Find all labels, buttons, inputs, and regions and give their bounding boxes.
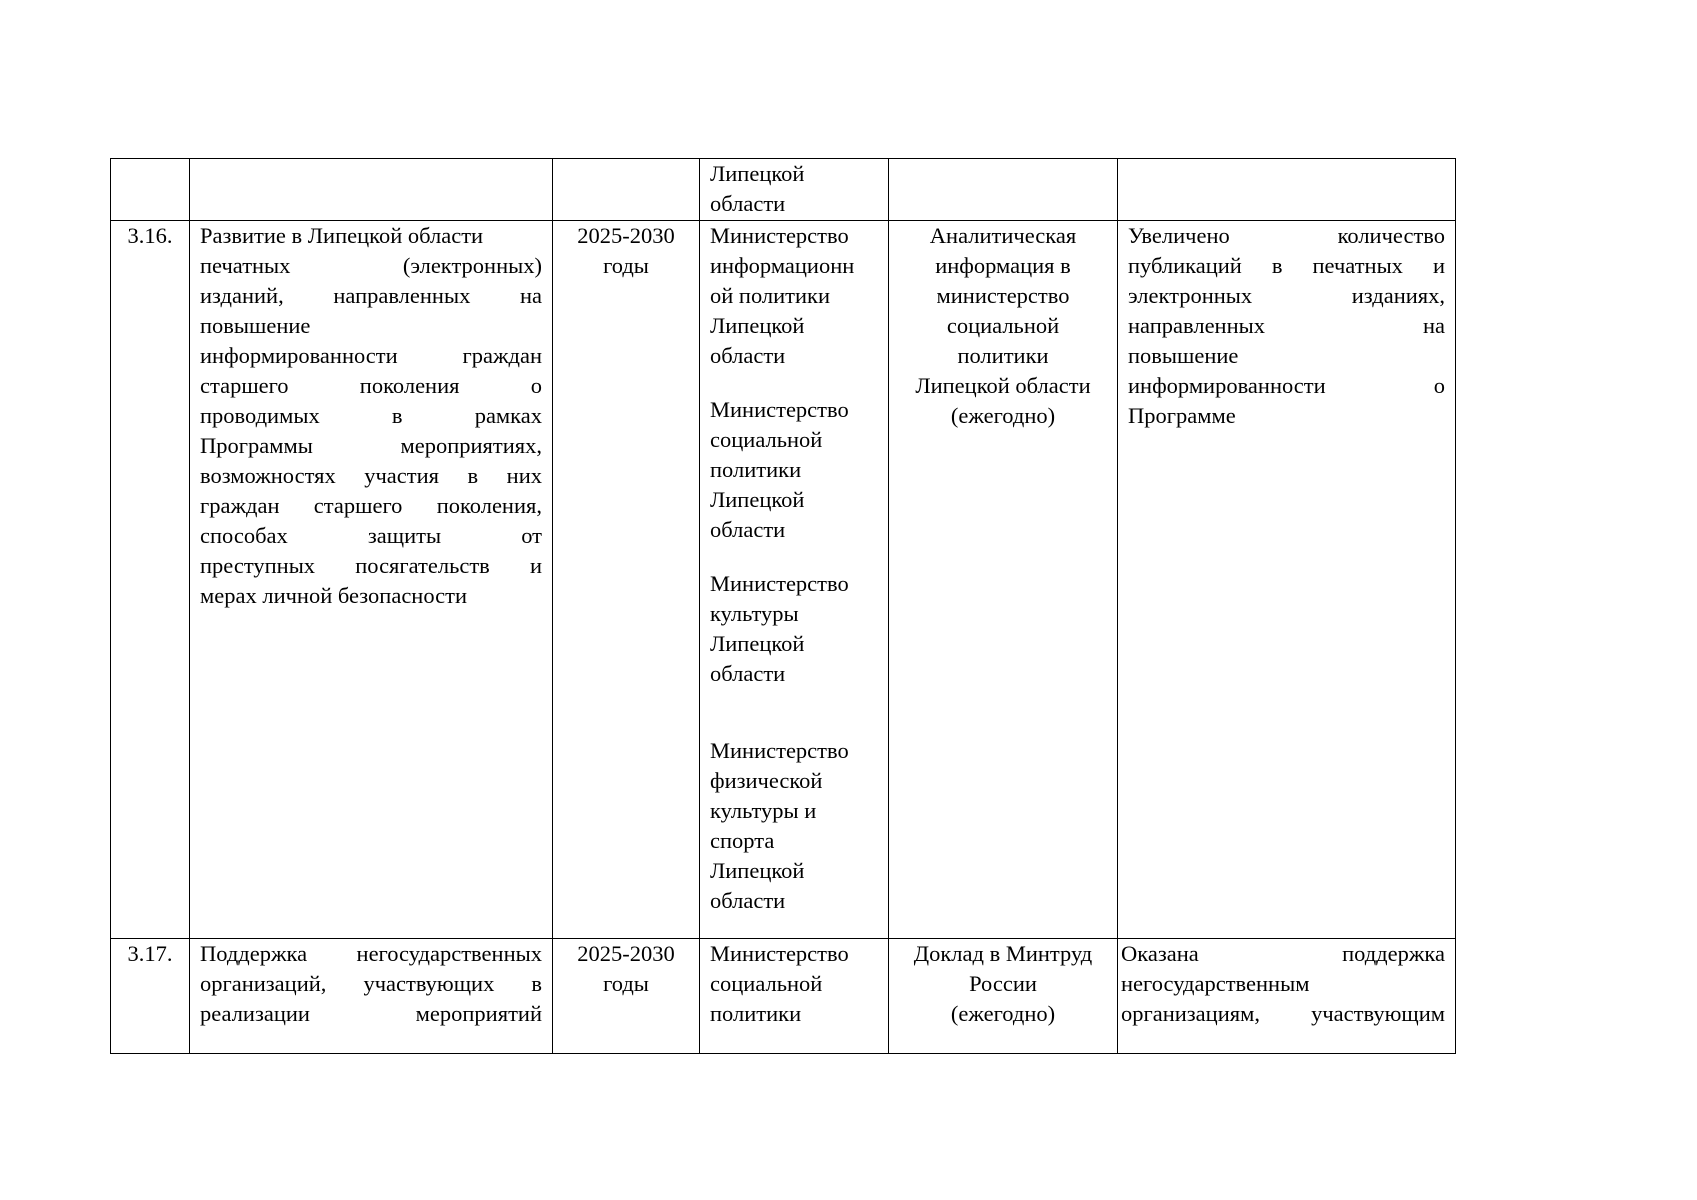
control-line: Аналитическая (929, 223, 1077, 248)
row-number: 3.16. (127, 223, 173, 248)
name-line: старшего поколения о (200, 373, 542, 398)
executor-line: области (710, 661, 786, 686)
executor-line: области (710, 191, 786, 216)
executor-line: области (710, 888, 786, 913)
name-line: Поддержка негосударственных (200, 941, 542, 966)
name-line: граждан старшего поколения, (200, 493, 542, 518)
control-line: министерство (936, 283, 1070, 308)
executor-line: Министерство (710, 738, 849, 763)
executor-line: Министерство (710, 571, 849, 596)
result-line: Увеличено количество (1128, 223, 1445, 248)
table-row-3-16 (111, 221, 1456, 939)
name-line: печатных (электронных) (200, 253, 542, 278)
executor-line: Липецкой (710, 161, 805, 186)
cell-executors (700, 159, 889, 221)
cell-control (889, 939, 1118, 1054)
executor-line: культуры (710, 601, 799, 626)
cell-num (111, 939, 190, 1054)
result-line: публикаций в печатных и (1128, 253, 1445, 278)
executor-line: политики (710, 1001, 802, 1026)
cell-control (889, 159, 1118, 221)
executor-line: Липецкой (710, 858, 805, 883)
name-line: преступных посягательств и (200, 553, 542, 578)
result-line: организациям, участвующим (1121, 1001, 1445, 1026)
executor-line: Липецкой (710, 313, 805, 338)
executor-line: Липецкой (710, 631, 805, 656)
name-line: информированности граждан (200, 343, 542, 368)
name-line: повышение (200, 313, 311, 338)
control-line: политики (957, 343, 1049, 368)
cell-result (1118, 221, 1456, 939)
cell-executors (700, 221, 889, 939)
cell-num (111, 221, 190, 939)
cell-name (190, 159, 553, 221)
control-line: Липецкой области (915, 373, 1091, 398)
executor-line: Министерство (710, 941, 849, 966)
control-line: информация в (935, 253, 1071, 278)
result-line: информированности о (1128, 373, 1445, 398)
name-line: мерах личной безопасности (200, 583, 468, 608)
executor-line: социальной (710, 971, 823, 996)
name-line: изданий, направленных на (200, 283, 542, 308)
period-line: годы (603, 253, 649, 278)
executor-line: социальной (710, 427, 823, 452)
executor-block (710, 569, 878, 689)
result-line: Программе (1128, 403, 1236, 428)
result-line: Оказана поддержка (1121, 941, 1445, 966)
executor-line: Липецкой (710, 487, 805, 512)
name-line: организаций, участвующих в (200, 971, 542, 996)
cell-period (553, 939, 700, 1054)
name-line: реализации мероприятий (200, 1001, 542, 1026)
control-line: Доклад в Минтруд (913, 941, 1093, 966)
result-line: направленных на (1128, 313, 1445, 338)
name-line: Развитие в Липецкой области (200, 223, 484, 248)
table-row-3-17 (111, 939, 1456, 1054)
period-line: годы (603, 971, 649, 996)
cell-num (111, 159, 190, 221)
row-number: 3.17. (127, 941, 173, 966)
name-line: проводимых в рамках (200, 403, 542, 428)
cell-period (553, 159, 700, 221)
name-line: возможностях участия в них (200, 463, 542, 488)
executor-line: спорта (710, 828, 775, 853)
executor-line: политики (710, 457, 802, 482)
executor-block (710, 736, 878, 916)
executor-line: области (710, 517, 786, 542)
cell-name (190, 939, 553, 1054)
executor-block (710, 221, 878, 371)
control-line: (ежегодно) (950, 1001, 1056, 1026)
executor-block (710, 395, 878, 545)
result-line: негосударственным (1121, 971, 1310, 996)
control-line: России (969, 971, 1037, 996)
measures-table (110, 158, 1456, 1054)
result-line: электронных изданиях, (1128, 283, 1445, 308)
name-line: Программы мероприятиях, (200, 433, 542, 458)
control-line: социальной (946, 313, 1060, 338)
cell-result (1118, 939, 1456, 1054)
cell-period (553, 221, 700, 939)
table-row-continuation (111, 159, 1456, 221)
control-line: (ежегодно) (950, 403, 1056, 428)
cell-result (1118, 159, 1456, 221)
executor-line: Министерство (710, 397, 849, 422)
cell-name (190, 221, 553, 939)
period-line: 2025-2030 (577, 223, 675, 248)
executor-line: физической (710, 768, 823, 793)
cell-control (889, 221, 1118, 939)
name-line: способах защиты от (200, 523, 542, 548)
executor-line: культуры и (710, 798, 817, 823)
result-line: повышение (1128, 343, 1239, 368)
executor-line: информационн (710, 253, 855, 278)
executor-line: ой политики (710, 283, 831, 308)
period-line: 2025-2030 (577, 941, 675, 966)
cell-executors (700, 939, 889, 1054)
executor-line: Министерство (710, 223, 849, 248)
executor-line: области (710, 343, 786, 368)
